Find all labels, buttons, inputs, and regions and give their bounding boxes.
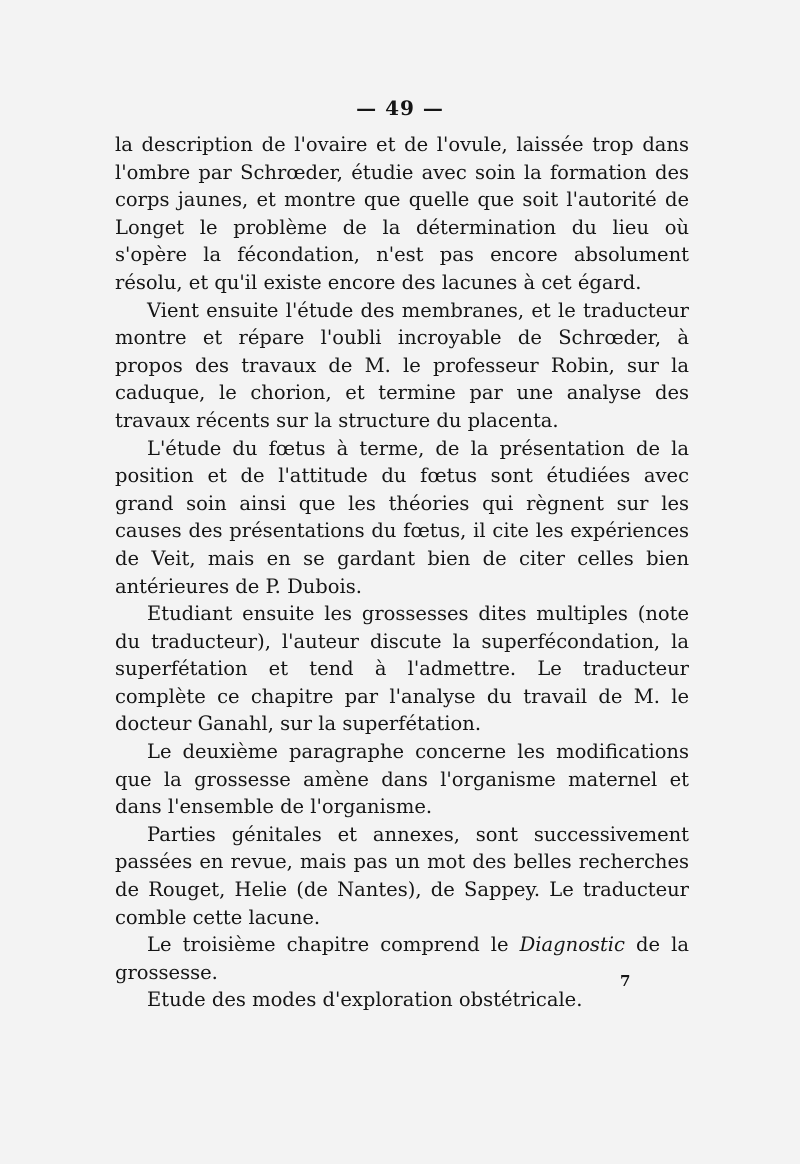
third-chapter-before: Le troisième chapitre comprend le — [147, 933, 520, 957]
body-text — [115, 131, 689, 1014]
paragraph-third-chapter — [115, 931, 689, 986]
paragraph-exploration-modes: Etude des modes d'exploration obstétricale. — [147, 988, 583, 1012]
diagnostic-term: Diagnostic — [519, 933, 625, 957]
paragraph-membranes: Vient ensuite l'étude des membranes, et le traducteur montre et répare l'oubli incroyable de Schrœder, à propos des travaux de M. le professeur Robin, sur la caduque, le chorion, et termine par une analyse des travaux récents sur la structure du placenta. — [115, 298, 689, 432]
third-chapter-after: de la grossesse. — [115, 933, 689, 984]
paragraph-second-section: Le deuxième paragraphe concerne les modifications que la grossesse amène dans l'organisme maternel et dans l'ensemble de l'organisme. — [115, 740, 689, 819]
paragraph-ovary-description: la description de l'ovaire et de l'ovule, laissée trop dans l'ombre par Schrœder, étudie avec soin la formation des corps jaunes, et montre que quelle que soit l'autorité de Longet le problème de la détermination du lieu où s'opère la fécondation, n'est pas encore absolument résolu, et qu'il existe encore des lacunes à cet égard. — [115, 133, 689, 294]
printer-signature-mark: 7 — [620, 972, 631, 990]
paragraph-multiple-pregnancies: Etudiant ensuite les grossesses dites multiples (note du traducteur), l'auteur discute la superfécondation, la superfétation et tend à l'admettre. Le traducteur complète ce chapitre par l'analyse du travail de M. le docteur Ganahl, sur la superfétation. — [115, 602, 689, 736]
paragraph-fetus-at-term: L'étude du fœtus à terme, de la présentation de la position et de l'attitude du fœtus sont étudiées avec grand soin ainsi que les théories qui règnent sur les causes des présentations du fœtus, il cite les expériences de Veit, mais en se gardant bien de citer celles bien antérieures de P. Dubois. — [115, 436, 689, 598]
paragraph-genital-parts: Parties génitales et annexes, sont successivement passées en revue, mais pas un mot des belles recherches de Rouget, Helie (de Nantes), de Sappey. Le traducteur comble cette lacune. — [115, 822, 689, 929]
page-number: — 49 — — [356, 96, 444, 120]
